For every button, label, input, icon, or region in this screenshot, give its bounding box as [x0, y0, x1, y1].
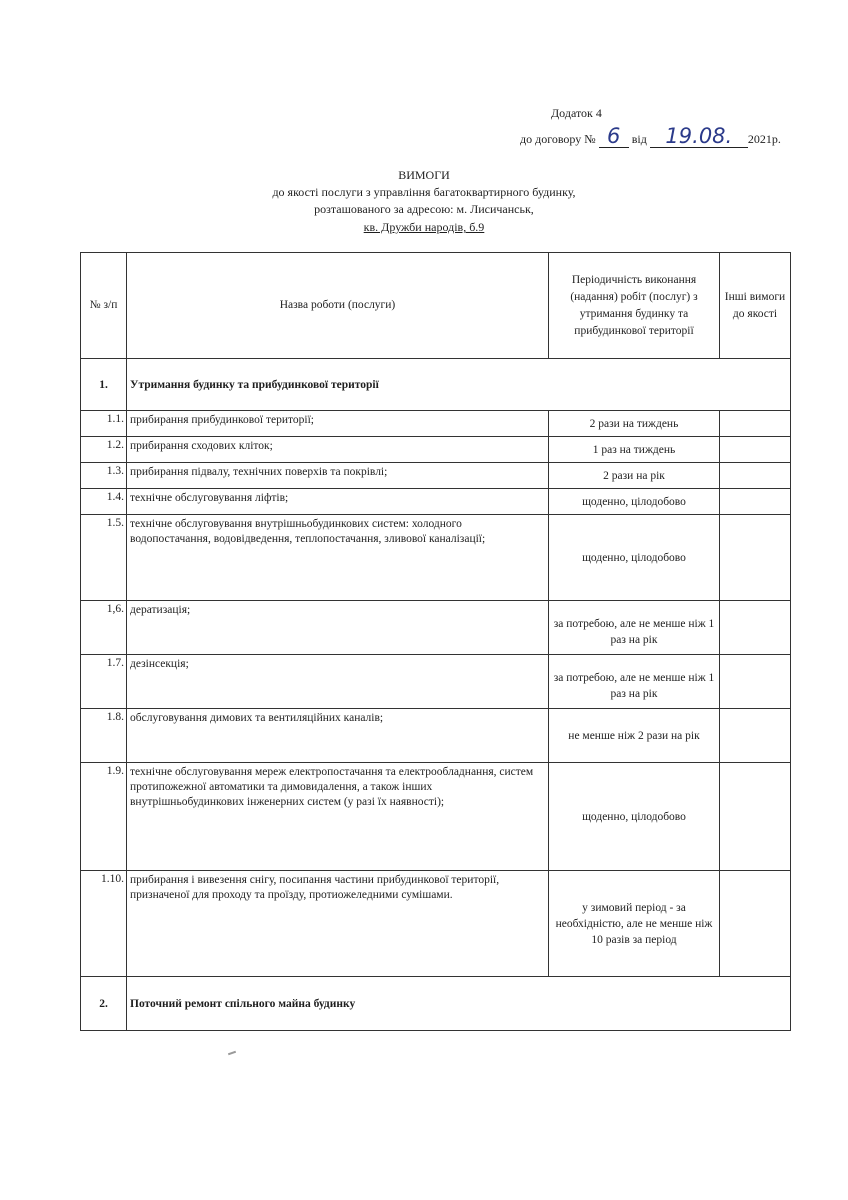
row-num: 1.8.: [81, 709, 127, 763]
table-row: [81, 411, 791, 437]
row-frequency: не менше ніж 2 рази на рік: [549, 709, 720, 763]
contract-number-field: [599, 124, 629, 148]
row-num: 1,6.: [81, 601, 127, 655]
row-other: [720, 763, 791, 871]
row-num: 1.1.: [81, 411, 127, 437]
row-name: прибирання прибудинкової території;: [127, 411, 549, 437]
doc-subtitle-line-1: до якості послуги з управління багатоквартирного будинку,: [272, 185, 576, 199]
row-frequency: 2 рази на тиждень: [549, 411, 720, 437]
table-row: [81, 437, 791, 463]
contract-date: 19.08.: [665, 124, 733, 148]
row-frequency: щоденно, цілодобово: [549, 763, 720, 871]
requirements-table: [80, 252, 791, 1031]
table-row: [81, 655, 791, 709]
row-num: 1.9.: [81, 763, 127, 871]
row-other: [720, 411, 791, 437]
scan-speck: [228, 1051, 236, 1056]
section-num: 2.: [81, 977, 127, 1031]
row-other: [720, 489, 791, 515]
doc-address: кв. Дружби народів, б.9: [363, 220, 485, 234]
table-row: [81, 871, 791, 977]
row-name: дезінсекція;: [127, 655, 549, 709]
table-row: [81, 463, 791, 489]
table-header-row: [81, 253, 791, 359]
contract-prefix: до договору №: [520, 132, 596, 146]
contract-date-field: [650, 124, 748, 148]
row-num: 1.7.: [81, 655, 127, 709]
table-row: [81, 489, 791, 515]
row-name: прибирання сходових кліток;: [127, 437, 549, 463]
row-other: [720, 515, 791, 601]
row-num: 1.5.: [81, 515, 127, 601]
row-num: 1.10.: [81, 871, 127, 977]
row-other: [720, 437, 791, 463]
row-other: [720, 871, 791, 977]
row-name: технічне обслуговування внутрішньобудинкових систем: холодного водопостачання, водовідведення, теплопостачання, зливової каналізації;: [127, 515, 549, 601]
row-name: обслуговування димових та вентиляційних каналів;: [127, 709, 549, 763]
row-frequency: за потребою, але не менше ніж 1 раз на рік: [549, 655, 720, 709]
section-row-1: [81, 359, 791, 411]
table-row: [81, 709, 791, 763]
row-name: технічне обслуговування ліфтів;: [127, 489, 549, 515]
date-prefix: від: [631, 132, 647, 146]
row-frequency: 1 раз на тиждень: [549, 437, 720, 463]
section-num: 1.: [81, 359, 127, 411]
row-frequency: за потребою, але не менше ніж 1 раз на рік: [549, 601, 720, 655]
row-num: 1.4.: [81, 489, 127, 515]
header-frequency: Періодичність виконання (надання) робіт (послуг) з утримання будинку та прибудинкової території: [549, 253, 720, 359]
header-num: № з/п: [81, 253, 127, 359]
header-other: Інші вимоги до якості: [720, 253, 791, 359]
year-suffix: 2021р.: [747, 132, 781, 146]
row-name: дератизація;: [127, 601, 549, 655]
section-row-2: [81, 977, 791, 1031]
row-name: прибирання підвалу, технічних поверхів та покрівлі;: [127, 463, 549, 489]
table-row: [81, 601, 791, 655]
doc-title: ВИМОГИ: [398, 168, 450, 182]
row-num: 1.2.: [81, 437, 127, 463]
table-row: [81, 763, 791, 871]
contract-number: 6: [607, 124, 621, 148]
section-title: Поточний ремонт спільного майна будинку: [127, 977, 791, 1031]
row-frequency: у зимовий період - за необхідністю, але не менше ніж 10 разів за період: [549, 871, 720, 977]
row-num: 1.3.: [81, 463, 127, 489]
row-frequency: щоденно, цілодобово: [549, 515, 720, 601]
header-name: Назва роботи (послуги): [127, 253, 549, 359]
row-frequency: 2 рази на рік: [549, 463, 720, 489]
table-row: [81, 515, 791, 601]
section-title: Утримання будинку та прибудинкової території: [127, 359, 791, 411]
row-frequency: щоденно, цілодобово: [549, 489, 720, 515]
row-other: [720, 463, 791, 489]
row-other: [720, 709, 791, 763]
row-other: [720, 601, 791, 655]
doc-subtitle-line-2: розташованого за адресою: м. Лисичанськ,: [314, 202, 534, 216]
contract-line: [520, 124, 781, 148]
row-name: технічне обслуговування мереж електропостачання та електрообладнання, систем протипожежної автоматики та димовидалення, а також інших внутрішньобудинкових інженерних систем (у разі їх наявності);: [127, 763, 549, 871]
row-name: прибирання і вивезення снігу, посипання частини прибудинкової території, призначеної для проходу та проїзду, протиожеледними сумішами.: [127, 871, 549, 977]
row-other: [720, 655, 791, 709]
annex-label: Додаток 4: [551, 106, 602, 120]
